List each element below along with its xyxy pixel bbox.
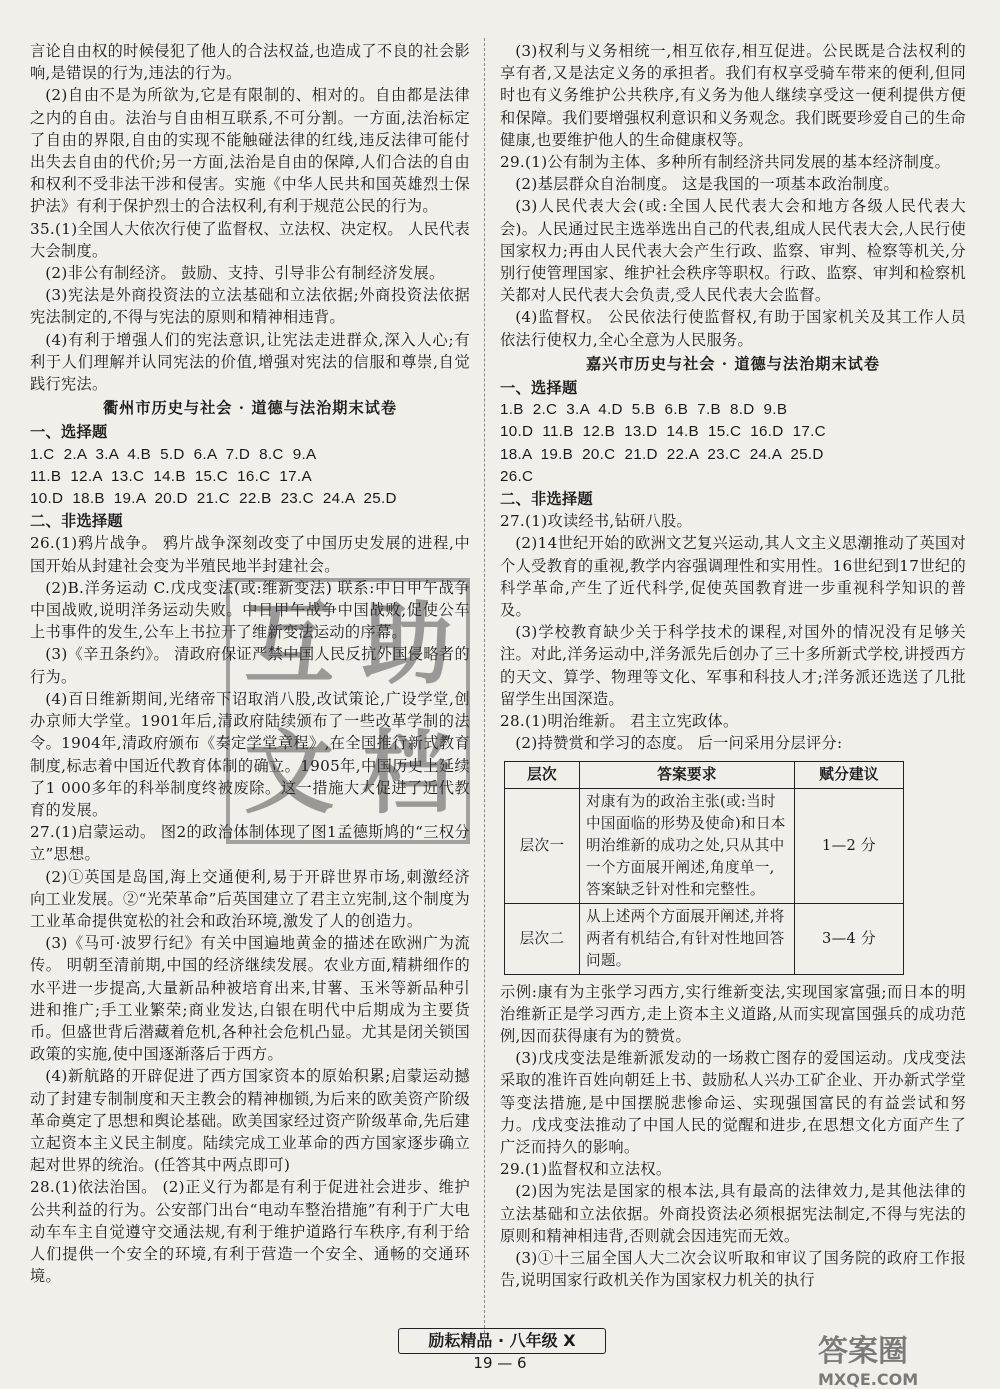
grading-header-level: 层次: [505, 761, 580, 788]
right-q29-1: 29.(1)公有制为主体、多种所有制经济共同发展的基本经济制度。: [500, 153, 951, 172]
quzhou-exam-title: 衢州市历史与社会 · 道德与法治期末试卷: [102, 399, 398, 418]
left-section-nonchoice: 二、非选择题: [30, 512, 123, 531]
grading-table-header-row: [505, 761, 904, 788]
table-row: [505, 903, 904, 974]
left-q27-4: (4)新航路的开辟促进了西方国家资本的原始积累;启蒙运动撼动了封建专制制度和天主教会的精神枷锁,为后来的欧美资产阶级革命奠定了思想和舆论基础。欧美国家经过资产阶级革命,先后建立起资本主义民主制度。陆续完成工业革命的西方国家逐步确立起对世界的统治。(任答其中两点即可): [30, 1067, 470, 1175]
left-answers-row2: 11.B 12.A 13.C 14.B 15.C 16.C 17.A: [30, 467, 312, 485]
right-q28-3: (3)戊戌变法是维新派发动的一场救亡图存的爱国运动。戊戌变法采取的准许百姓向朝廷上书、鼓励私人兴办工矿企业、开办新式学堂等变法措施,是中国摆脱悲惨命运、实现强国富民的有益尝试和努力。戊戌变法推动了中国人民的觉醒和进步,在思想文化方面产生了广泛而持久的影响。: [500, 1049, 966, 1156]
watermark-stamp: [226, 578, 470, 844]
jiaxing-exam-title: 嘉兴市历史与社会 · 道德与法治期末试卷: [585, 354, 881, 373]
right-answers-row2: 10.D 11.B 12.B 13.D 14.B 15.C 16.D 17.C: [500, 423, 826, 441]
stamp-char: 档: [362, 721, 452, 826]
left-q27-2: (2)①英国是岛国,海上交通便利,易于开辟世界市场,刺激经济向工业发展。②“光荣革命”后英国建立了君主立宪制,这个制度为工业革命提供宽松的社会和政治环境,激发了人的创造力。: [30, 867, 470, 930]
right-answers-row4: 26.C: [500, 467, 534, 485]
grading-score-cell: 3—4 分: [795, 903, 904, 974]
logo-url: MXQE.COM: [818, 1370, 919, 1389]
left-q28-1: 28.(1)依法治国。 (2)正义行为都是有利于促进社会进步、维护公共利益的行为。公安部门出台“电动车整治措施”有利于广大电动车车主自觉遵守交通法规,有利于维护道路行车秩序,有利于给人们提供一个安全的环境,有利于营造一个安全、通畅的交通环境。: [30, 1178, 470, 1286]
left-q26-4: (4)百日维新期间,光绪帝下诏取消八股,改试策论,广设学堂,创办京师大学堂。1901年后,清政府陆续颁布了一些改革学制的法令。1904年,清政府颁布《奏定学堂章程》,在全国推行新式教育制度,标志着中国近代教育体制的确立。1905年,中国历史上延续了1 000多年的科举制度终被废除。这一措施大大促进了近代教育的发展。: [30, 689, 470, 819]
grading-header-score: 赋分建议: [795, 761, 904, 788]
logo-title: 答案圈: [818, 1334, 908, 1369]
right-q29r-2: (2)因为宪法是国家的根本法,具有最高的法律效力,是其他法律的立法基础和立法依据。外商投资法必须根据宪法制定,不得与宪法的原则和精神相违背,否则就会因违宪而无效。: [500, 1182, 966, 1245]
left-p2: (2)自由不是为所欲为,它是有限制的、相对的。自由都是法律之内的自由。法治与自由相互联系,不可分割。一方面,法治标定了自由的界限,自由的实现不能触碰法律的红线,违反法律可能付出失去自由的代价;另一方面,法治是自由的保障,人们合法的自由和权利不受非法干涉和侵害。实施《中华人民共和国英雄烈士保护法》有利于保护烈士的合法权利,有利于规范公民的行为。: [30, 86, 470, 216]
left-answers-row3: 10.D 18.B 19.A 20.D 21.C 22.B 23.C 24.A 25.D: [30, 490, 397, 508]
site-logo: [818, 1326, 988, 1389]
right-section-choice: 一、选择题: [500, 379, 578, 398]
right-q28-2: (2)持赞赏和学习的态度。 后一问采用分层评分:: [515, 734, 843, 753]
column-divider: [484, 38, 486, 1338]
grading-requirement-cell: 从上述两个方面展开阐述,并将两者有机结合,有针对性地回答问题。: [580, 903, 795, 974]
left-q35-3: (3)宪法是外商投资法的立法基础和立法依据;外商投资法依据宪法制定的,不得与宪法的原则和精神相违背。: [30, 286, 470, 327]
grading-header-requirement: 答案要求: [580, 761, 795, 788]
stamp-char: 助: [362, 592, 452, 697]
left-q35-2: (2)非公有制经济。 鼓励、支持、引导非公有制经济发展。: [45, 264, 445, 283]
right-q28-1: 28.(1)明治维新。 君主立宪政体。: [500, 712, 739, 731]
right-q29-3: (3)人民代表大会(或:全国人民代表大会和地方各级人民代表大会)。人民通过民主选举选出自己的代表,组成人民代表大会,人民行使国家权力;再由人民代表大会产生行政、监察、审判、检察等机关,分别行使管理国家、维护社会秩序等职权。行政、监察、审判和检察机关都对人民代表大会负责,受人民代表大会监督。: [500, 197, 966, 305]
page-number: 19 — 6: [473, 1354, 527, 1372]
table-row: [505, 788, 904, 903]
right-q27-2: (2)14世纪开始的欧洲文艺复兴运动,其人文主义思潮推动了英国对个人受教育的重视,教学内容强调理性和实用性。16世纪到17世纪的科学革命,产生了近代科学,促使英国教育进一步重视科学知识的普及。: [500, 534, 966, 620]
stamp-char: 文: [244, 721, 334, 826]
right-q29-4: (4)监督权。 公民依法行使监督权,有助于国家机关及其工作人员依法行使权力,全心全意为人民服务。: [500, 308, 966, 349]
grading-score-cell: 1—2 分: [795, 788, 904, 903]
footer-brand: 励耘精品 · 八年级 X: [398, 1328, 606, 1354]
right-q29r-1: 29.(1)监督权和立法权。: [500, 1160, 672, 1179]
right-column: [500, 40, 966, 1291]
left-section-choice: 一、选择题: [30, 423, 108, 442]
left-answers-row1: 1.C 2.A 3.A 4.B 5.D 6.A 7.D 8.C 9.A: [30, 445, 317, 463]
right-answers-row3: 18.A 19.B 20.C 21.D 22.A 23.C 24.A 25.D: [500, 445, 824, 463]
grading-level-cell: 层次一: [505, 788, 580, 903]
left-q35-1: 35.(1)全国人大依次行使了监督权、立法权、决定权。 人民代表大会制度。: [30, 219, 470, 260]
left-q26-2: (2)B.洋务运动 C.戊戌变法(或:维新变法) 联系:中日甲午战争中国战败,说明洋务运动失败。中日甲午战争中国战败,促使公车上书事件的发生,公车上书拉开了维新变法运动的序幕。: [30, 578, 470, 642]
left-q26-3: (3)《辛丑条约》。 清政府保证严禁中国人民反抗外国侵略者的行为。: [30, 645, 470, 686]
grading-table: [504, 761, 904, 975]
right-answers-row1: 1.B 2.C 3.A 4.D 5.B 6.B 7.B 8.D 9.B: [500, 401, 788, 419]
stamp-char: 互: [244, 592, 334, 697]
right-q27-1: 27.(1)攻读经书,钻研八股。: [500, 512, 692, 531]
left-q26-1: 26.(1)鸦片战争。 鸦片战争深刻改变了中国历史发展的进程,中国开始从封建社会变为半殖民地半封建社会。: [30, 534, 470, 575]
right-section-nonchoice: 二、非选择题: [500, 490, 593, 509]
right-q29-2: (2)基层群众自治制度。 这是我国的一项基本政治制度。: [515, 175, 899, 194]
right-q27-3: (3)学校教育缺少关于科学技术的课程,对国外的情况没有足够关注。对此,洋务运动中,洋务派先后创办了三十多所新式学校,讲授西方的天文、算学、物理等文化、军事和科技人才;洋务派还选送了几批留学生出国深造。: [500, 623, 966, 708]
right-p1: (3)权利与义务相统一,相互依存,相互促进。公民既是合法权利的享有者,又是法定义务的承担者。我们有权享受骑车带来的便利,但同时也有义务维护公共秩序,有义务为他人继续享受这一便利提供方便和保障。我们要增强权利意识和义务观念。我们既要珍爱自己的生命健康,也要维护他人的生命健康权等。: [500, 42, 966, 149]
grading-requirement-cell: 对康有为的政治主张(或:当时中国面临的形势及使命)和日本明治维新的成功之处,只从其中一个方面展开阐述,角度单一,答案缺乏针对性和完整性。: [580, 788, 795, 903]
grading-level-cell: 层次二: [505, 903, 580, 974]
right-q29r-3: (3)①十三届全国人大二次会议听取和审议了国务院的政府工作报告,说明国家行政机关作为国家权力机关的执行: [500, 1248, 966, 1290]
left-q27-3: (3)《马可·波罗行纪》有关中国遍地黄金的描述在欧洲广为流传。 明朝至清前期,中国的经济继续发展。农业方面,精耕细作的水平进一步提高,大量新品种被培育出来,甘薯、玉米等新品种引进和推广;手工业繁荣;商业发达,白银在明代中后期成为主要货币。但盛世背后潜藏着危机,各种社会危机凸显。尤其是闭关锁国政策的实施,使中国逐渐落后于西方。: [30, 934, 470, 1064]
left-q35-4: (4)有利于增强人们的宪法意识,让宪法走进群众,深入人心;有利于人们理解并认同宪法的价值,增强对宪法的信服和尊崇,自觉践行宪法。: [30, 330, 470, 394]
left-q27-1: 27.(1)启蒙运动。 图2的政治体制体现了图1孟德斯鸠的“三权分立”思想。: [30, 823, 470, 864]
right-example: 示例:康有为主张学习西方,实行维新变法,实现国家富强;而日本的明治维新正是学习西方,走上资本主义道路,从而实现富国强兵的成功范例,因而获得康有为的赞赏。: [500, 982, 966, 1045]
left-p1: 言论自由权的时候侵犯了他人的合法权益,也造成了不良的社会影响,是错误的行为,违法的行为。: [30, 42, 470, 83]
